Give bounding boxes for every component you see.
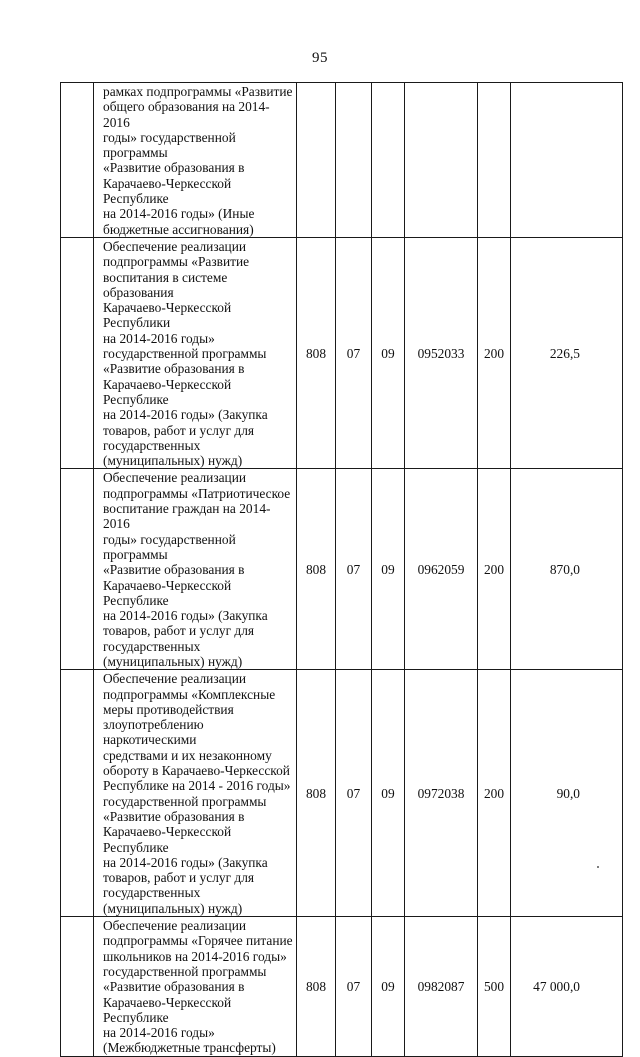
description-line: «Развитие образования в: [103, 808, 245, 824]
expense-type-value: 200: [483, 345, 505, 361]
description-line: обороту в Карачаево-Черкесской: [103, 763, 290, 779]
description-line: государственных: [103, 638, 201, 654]
table-row: [61, 83, 623, 238]
target-article-cell: [405, 83, 478, 238]
description-line: подпрограммы «Горячее питание: [103, 933, 293, 949]
description-line: воспитания в системе образования: [103, 269, 228, 300]
description-line: на 2014-2016 годы» (Иные: [103, 206, 255, 222]
subsection-code-value: 09: [381, 978, 395, 994]
target-article-value: 0952033: [417, 345, 465, 361]
expense-type-value: 500: [483, 978, 505, 994]
amount-cell: [511, 670, 623, 917]
table-row: [61, 917, 623, 1057]
description-line: государственных: [103, 437, 201, 453]
amount-cell: [511, 237, 623, 468]
description-cell: [94, 917, 297, 1057]
subsection-code-value: 09: [381, 785, 395, 801]
page-number: 95: [312, 50, 328, 66]
description-line: годы» государственной программы: [103, 531, 236, 562]
description-line: рамках подпрограммы «Развитие: [103, 84, 293, 99]
description-line: на 2014-2016 годы» (Закупка: [103, 608, 268, 624]
expense-type-cell: [478, 237, 511, 468]
description-line: (муниципальных) нужд): [103, 900, 243, 916]
description-line: государственной программы: [103, 793, 267, 809]
subsection-code-cell: [372, 237, 405, 468]
section-code-cell: [336, 917, 372, 1057]
subsection-code-value: 09: [381, 345, 395, 361]
table-row: [61, 469, 623, 670]
ministry-code-cell: [297, 670, 336, 917]
subsection-code-value: 09: [381, 561, 395, 577]
ministry-code-value: 808: [305, 345, 327, 361]
table-row: [61, 237, 623, 468]
description-line: на 2014-2016 годы»: [103, 1025, 215, 1041]
target-article-value: 0972038: [417, 785, 465, 801]
description-line: товаров, работ и услуг для: [103, 623, 255, 639]
description-line: (муниципальных) нужд): [103, 453, 243, 469]
ministry-code-cell: [297, 83, 336, 238]
amount-value: 226,5: [549, 345, 580, 361]
description-line: «Развитие образования в: [103, 361, 245, 377]
subsection-code-cell: [372, 83, 405, 238]
description-cell: [94, 670, 297, 917]
section-code-value: 07: [346, 978, 361, 994]
description-line: «Развитие образования в: [103, 160, 245, 176]
budget-table-body: [61, 83, 623, 1057]
description-line: меры противодействия: [103, 701, 234, 717]
description-line: на 2014-2016 годы»: [103, 330, 215, 346]
ministry-code-cell: [297, 237, 336, 468]
target-article-value: 0962059: [417, 561, 465, 577]
description-line: на 2014-2016 годы» (Закупка: [103, 854, 268, 870]
description-cell: [94, 83, 297, 238]
expense-type-value: 200: [483, 785, 505, 801]
description-line: школьников на 2014-2016 годы»: [103, 948, 287, 964]
section-code-value: 07: [346, 345, 361, 361]
description-line: Карачаево-Черкесской Республике: [103, 577, 232, 608]
row-marker-cell: [61, 469, 94, 670]
row-marker-cell: [61, 917, 94, 1057]
description-line: подпрограммы «Развитие: [103, 254, 250, 270]
expense-type-value: 200: [483, 561, 505, 577]
description-line: товаров, работ и услуг для: [103, 870, 255, 886]
description-line: Карачаево-Черкесской Республики: [103, 300, 232, 331]
description-line: Обеспечение реализации: [103, 238, 247, 254]
description-line: злоупотреблению наркотическими: [103, 717, 204, 748]
amount-cell: [511, 917, 623, 1057]
description-line: «Развитие образования в: [103, 562, 245, 578]
expense-type-cell: [478, 917, 511, 1057]
description-line: на 2014-2016 годы» (Закупка: [103, 407, 268, 423]
description-line: бюджетные ассигнования): [103, 221, 254, 237]
ministry-code-cell: [297, 917, 336, 1057]
description-cell: [94, 237, 297, 468]
description-line: Обеспечение реализации: [103, 918, 247, 934]
description-line: Карачаево-Черкесской Республике: [103, 824, 232, 855]
ministry-code-value: 808: [305, 978, 327, 994]
description-line: Обеспечение реализации: [103, 671, 247, 687]
target-article-cell: [405, 917, 478, 1057]
scan-speck: [597, 866, 599, 868]
description-line: государственных: [103, 885, 201, 901]
section-code-cell: [336, 83, 372, 238]
subsection-code-cell: [372, 469, 405, 670]
description-line: Карачаево-Черкесской Республике: [103, 175, 232, 207]
description-line: (муниципальных) нужд): [103, 653, 243, 669]
description-line: товаров, работ и услуг для: [103, 422, 255, 438]
amount-cell: [511, 83, 623, 238]
amount-value: 47 000,0: [533, 978, 580, 994]
description-line: годы» государственной программы: [103, 129, 236, 161]
amount-cell: [511, 469, 623, 670]
description-line: государственной программы: [103, 963, 267, 979]
row-marker-cell: [61, 83, 94, 238]
description-line: Карачаево-Черкесской Республике: [103, 994, 232, 1025]
description-line: Карачаево-Черкесской Республике: [103, 376, 232, 407]
description-line: Республике на 2014 - 2016 годы»: [103, 778, 291, 794]
description-line: средствами и их незаконному: [103, 747, 272, 763]
ministry-code-cell: [297, 469, 336, 670]
description-line: общего образования на 2014-2016: [103, 99, 270, 130]
ministry-code-value: 808: [305, 785, 327, 801]
section-code-cell: [336, 237, 372, 468]
description-line: «Развитие образования в: [103, 979, 245, 995]
description-line: Обеспечение реализации: [103, 470, 247, 486]
table-row: [61, 670, 623, 917]
section-code-cell: [336, 469, 372, 670]
description-line: (Межбюджетные трансферты): [103, 1040, 276, 1056]
target-article-cell: [405, 469, 478, 670]
expense-type-cell: [478, 469, 511, 670]
subsection-code-cell: [372, 670, 405, 917]
row-marker-cell: [61, 670, 94, 917]
expense-type-cell: [478, 83, 511, 238]
ministry-code-value: 808: [305, 561, 327, 577]
description-line: государственной программы: [103, 346, 267, 362]
target-article-value: 0982087: [417, 978, 465, 994]
description-line: подпрограммы «Патриотическое: [103, 485, 291, 501]
description-line: подпрограммы «Комплексные: [103, 686, 276, 702]
section-code-value: 07: [346, 785, 361, 801]
amount-value: 90,0: [556, 785, 580, 801]
subsection-code-cell: [372, 917, 405, 1057]
budget-table: [60, 82, 623, 1057]
section-code-value: 07: [346, 561, 361, 577]
expense-type-cell: [478, 670, 511, 917]
section-code-cell: [336, 670, 372, 917]
target-article-cell: [405, 670, 478, 917]
amount-value: 870,0: [549, 561, 580, 577]
description-line: воспитание граждан на 2014-2016: [103, 501, 271, 532]
row-marker-cell: [61, 237, 94, 468]
target-article-cell: [405, 237, 478, 468]
description-cell: [94, 469, 297, 670]
